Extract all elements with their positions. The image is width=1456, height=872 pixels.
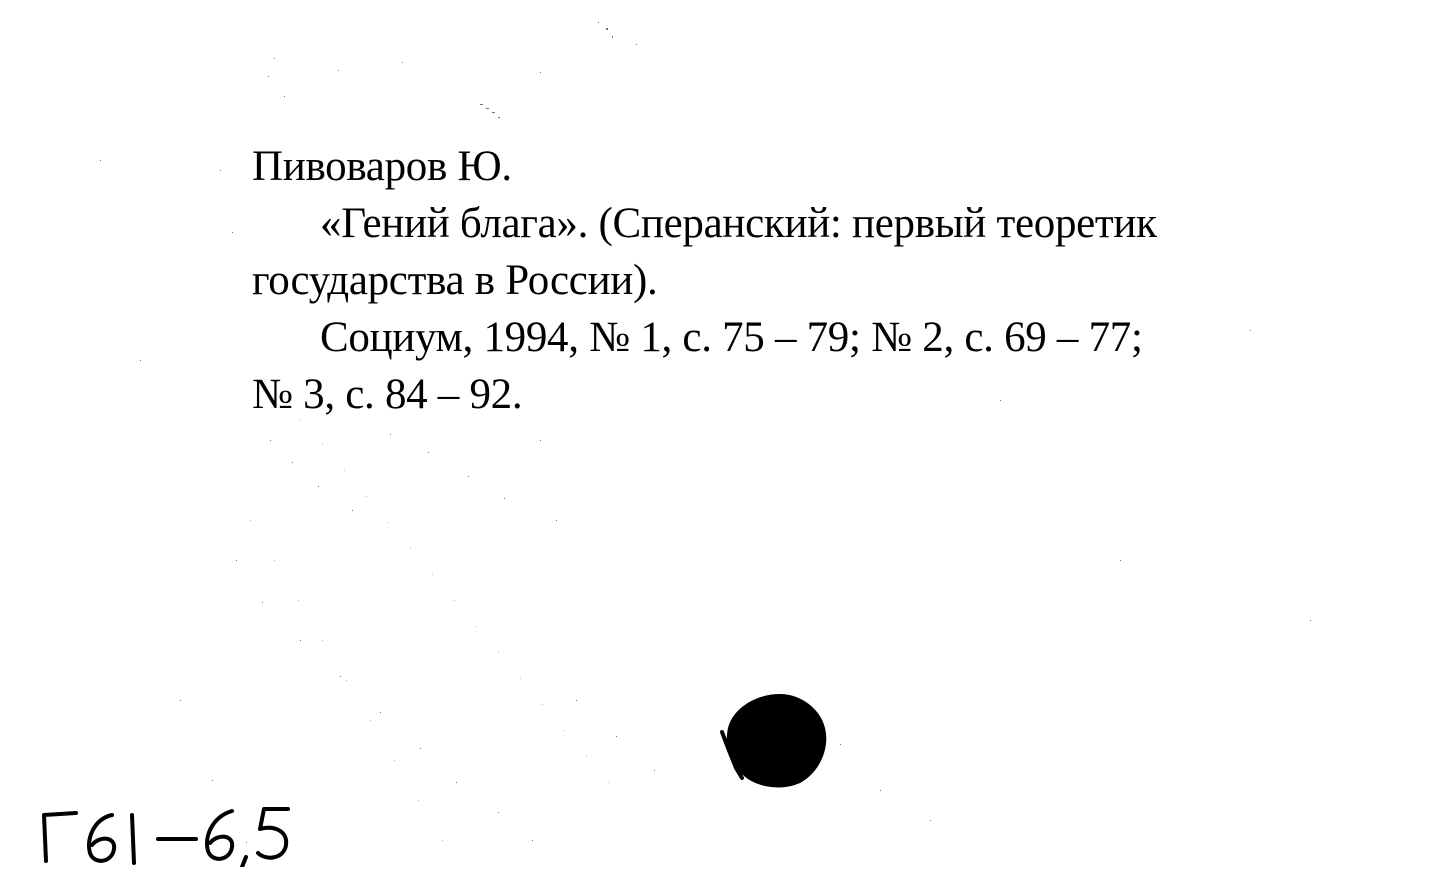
author-name: Пивоваров Ю. [252,143,512,190]
handwritten-shelf-code [36,795,296,867]
handwritten-shelf-code-strokes [36,795,296,867]
source-line-1: Социум, 1994, № 1, с. 75 – 79; № 2, с. 69 – 77; [320,314,1143,361]
bibliographic-entry [252,138,1252,423]
title-line-1: «Гений блага». (Сперанский: первый теоретик [320,200,1157,247]
title-line-2: государства в России). [252,257,658,304]
punch-hole [718,690,830,790]
source-line-2: № 3, с. 84 – 92. [252,371,523,418]
